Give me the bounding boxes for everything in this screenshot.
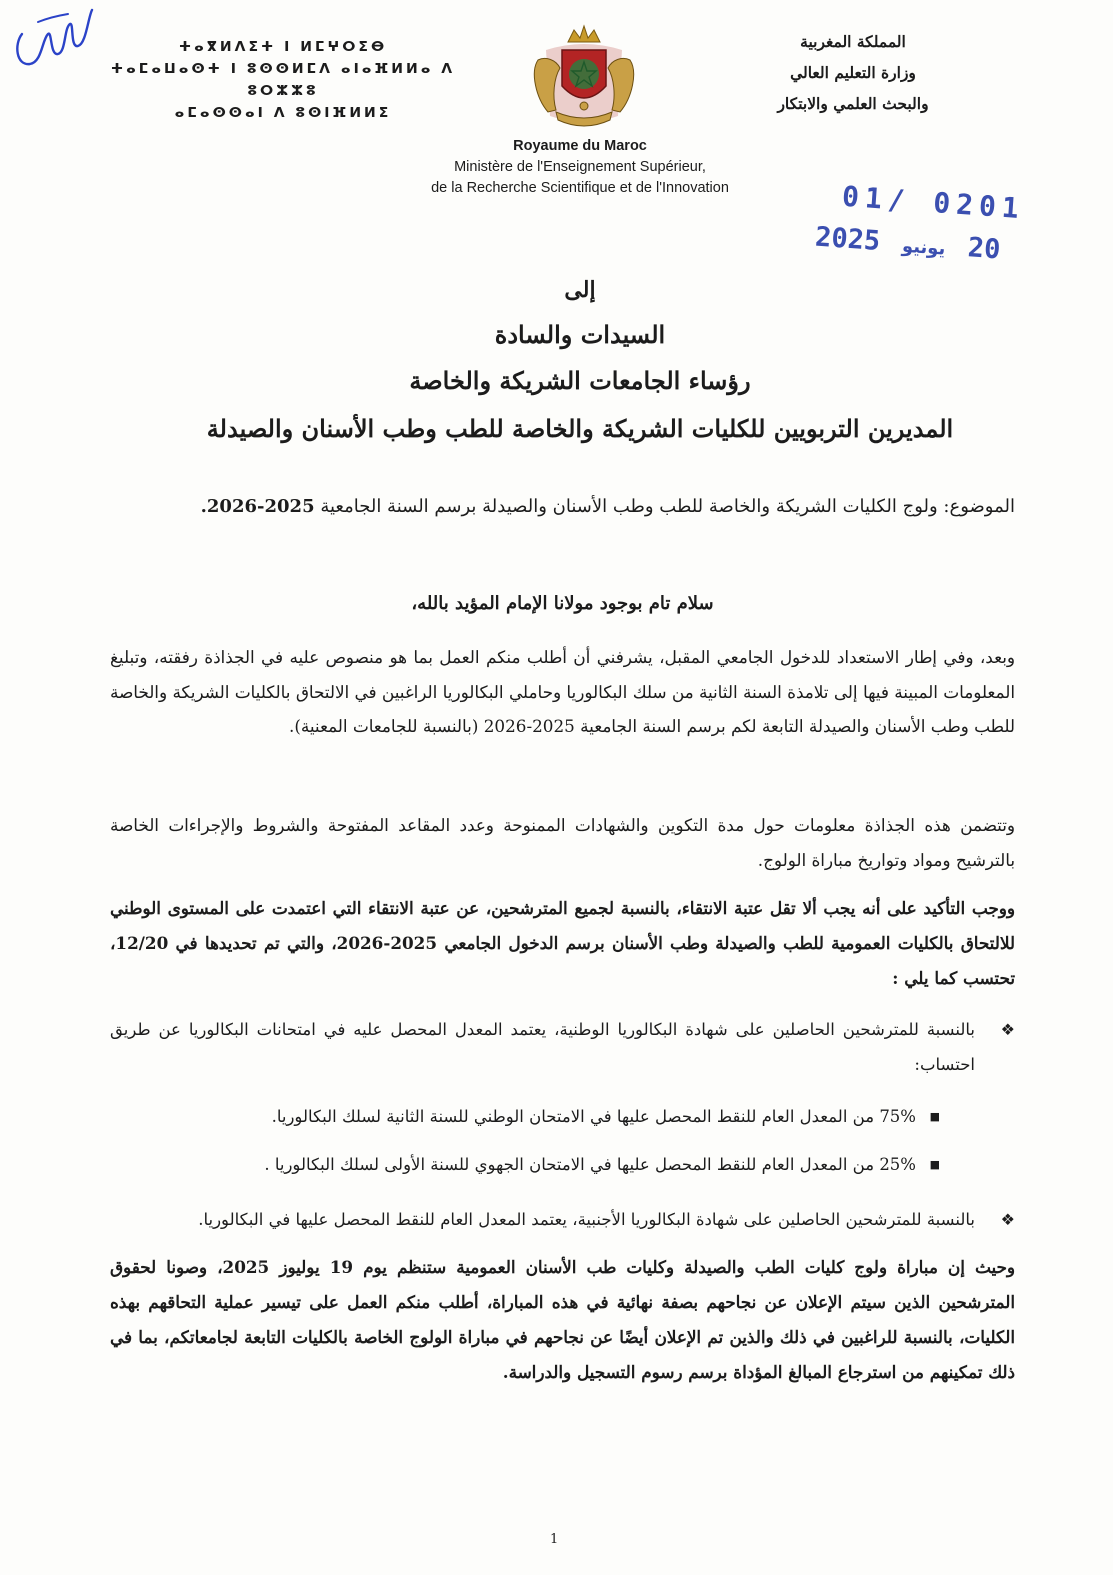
french-ministry-line-2: de la Recherche Scientifique et de l'Innovation bbox=[431, 180, 729, 196]
bullet-national-bac-text: بالنسبة للمترشحين الحاصلين على شهادة البكالوريا الوطنية، يعتمد المعدل المحصل عليه في امتحانات البكالوريا عن طريق احتساب: bbox=[110, 1020, 975, 1074]
sub-item-75-percent-text: 75% من المعدل العام للنقط المحصل عليها في الامتحان الوطني للسنة الثانية لسلك البكالوريا. bbox=[271, 1107, 916, 1126]
sub-item-75-percent bbox=[140, 1102, 940, 1132]
recipient-to: إلى bbox=[564, 277, 596, 303]
page-number: 1 bbox=[550, 1532, 559, 1547]
diamond-bullet-icon: ❖ bbox=[1000, 1020, 1015, 1039]
arabic-kingdom: المملكة المغربية bbox=[800, 32, 906, 51]
french-kingdom: Royaume du Maroc bbox=[513, 138, 647, 154]
recipient-line-3: المديرين التربويين للكليات الشريكة والخاصة للطب وطب الأسنان والصيدلة bbox=[206, 414, 954, 443]
arabic-ministry-1: وزارة التعليم العالي bbox=[790, 63, 916, 82]
sub-item-25-percent-text: 25% من المعدل العام للنقط المحصل عليها في الامتحان الجهوي للسنة الأولى لسلك البكالوريا . bbox=[264, 1155, 916, 1174]
subject-line bbox=[110, 492, 1015, 522]
sub-item-25-percent bbox=[140, 1150, 940, 1180]
subject-text: ولوج الكليات الشريكة والخاصة للطب وطب الأسنان والصيدلة برسم السنة الجامعية bbox=[320, 496, 938, 517]
paragraph-2: وتتضمن هذه الجذاذة معلومات حول مدة التكوين والشهادات الممنوحة وعدد المقاعد المفتوحة والشروط والإجراءات الخاصة بالترشيح ومواد وتواريخ مباراة الولوج. bbox=[110, 815, 1015, 870]
arabic-ministry-header bbox=[723, 26, 983, 119]
tifinagh-line-3: ⴰⵎⴰⵙⵙⴰⵏ ⴷ ⵓⵙⵏⴼⵍⵍⵉ bbox=[174, 105, 392, 121]
subject-label: الموضوع: bbox=[943, 496, 1015, 517]
stamp-month: يونيو bbox=[901, 235, 947, 260]
date-stamp bbox=[814, 222, 1001, 266]
tifinagh-line-1: ⵜⴰⴳⵍⴷⵉⵜ ⵏ ⵍⵎⵖⵔⵉⴱ bbox=[178, 39, 388, 55]
tifinagh-line-2: ⵜⴰⵎⴰⵡⴰⵙⵜ ⵏ ⵓⵙⵙⵍⵎⴷ ⴰⵏⴰⴼⵍⵍⴰ ⴷ ⵓⵔⵣⵣⵓ bbox=[110, 61, 456, 99]
stamp-day: 20 bbox=[966, 232, 1002, 266]
bullet-national-bac bbox=[110, 1012, 1015, 1082]
paragraph-1: وبعد، وفي إطار الاستعداد للدخول الجامعي المقبل، يشرفني أن أطلب منكم العمل بما هو منصوص عليه في الجذاذة رفقته، وتبليغ المعلومات المبينة فيها إلى تلامذة السنة الثانية من سلك البكالوريا وحاملي البكالوريا الراغبين في الالتحاق بالكليات الشريكة والخاصة للطب وطب الأسنان والصيدلة التابعة لكم برسم السنة الجامعية 2025-2026 (بالنسبة للجامعات المعنية). bbox=[110, 647, 1015, 736]
recipient-line-2: رؤساء الجامعات الشريكة والخاصة bbox=[409, 366, 751, 395]
stamp-year: 2025 bbox=[814, 221, 882, 258]
french-ministry-line-1: Ministère de l'Enseignement Supérieur, bbox=[454, 159, 706, 175]
square-bullet-icon: ■ bbox=[929, 1158, 940, 1171]
bullet-foreign-bac-text: بالنسبة للمترشحين الحاصلين على شهادة البكالوريا الأجنبية، يعتمد المعدل العام للنقط المحصل عليها في البكالوريا. bbox=[198, 1210, 975, 1229]
coat-of-arms-icon bbox=[526, 20, 642, 134]
reference-number-stamp: 01/ 0201 bbox=[841, 179, 1026, 226]
french-ministry-header bbox=[330, 136, 830, 199]
recipients-block bbox=[150, 268, 1010, 454]
diamond-bullet-icon: ❖ bbox=[1000, 1210, 1015, 1229]
signature-mark bbox=[8, 4, 98, 84]
tifinagh-ministry-header bbox=[88, 36, 478, 124]
square-bullet-icon: ■ bbox=[929, 1110, 940, 1123]
recipient-line-1: السيدات والسادة bbox=[494, 320, 666, 349]
salutation: سلام تام بوجود مولانا الإمام المؤيد بالله، bbox=[411, 593, 714, 614]
arabic-ministry-2: والبحث العلمي والابتكار bbox=[777, 94, 929, 113]
paragraph-3: ووجب التأكيد على أنه يجب ألا تقل عتبة الانتقاء، بالنسبة لجميع المترشحين، عن عتبة الانتقاء التي اعتمدت على المستوى الوطني للالتحاق بالكليات العمومية للطب والصيدلة وطب الأسنان برسم الدخول الجامعي 2025-2026، والتي تم تحديدها في 12/20، تحتسب كما يلي : bbox=[110, 898, 1015, 988]
paragraph-4: وحيث إن مباراة ولوج كليات الطب والصيدلة وكليات طب الأسنان العمومية ستنظم يوم 19 يوليوز 2025، وصونا لحقوق المترشحين الذين سيتم الإعلان عن نجاحهم بصفة نهائية في هذه المباراة، أطلب منكم العمل على تيسير عملية التحاقهم بهذه الكليات، بالنسبة للراغبين في ذلك والذين تم الإعلان أيضًا عن نجاحهم في مباراة الولوج الخاصة بالكليات التابعة لجامعاتكم، بما في ذلك تمكينهم من استرجاع المبالغ المؤداة برسم رسوم التسجيل والدراسة. bbox=[110, 1257, 1016, 1382]
bullet-foreign-bac bbox=[110, 1205, 1015, 1235]
subject-year: 2025-2026. bbox=[200, 496, 315, 517]
